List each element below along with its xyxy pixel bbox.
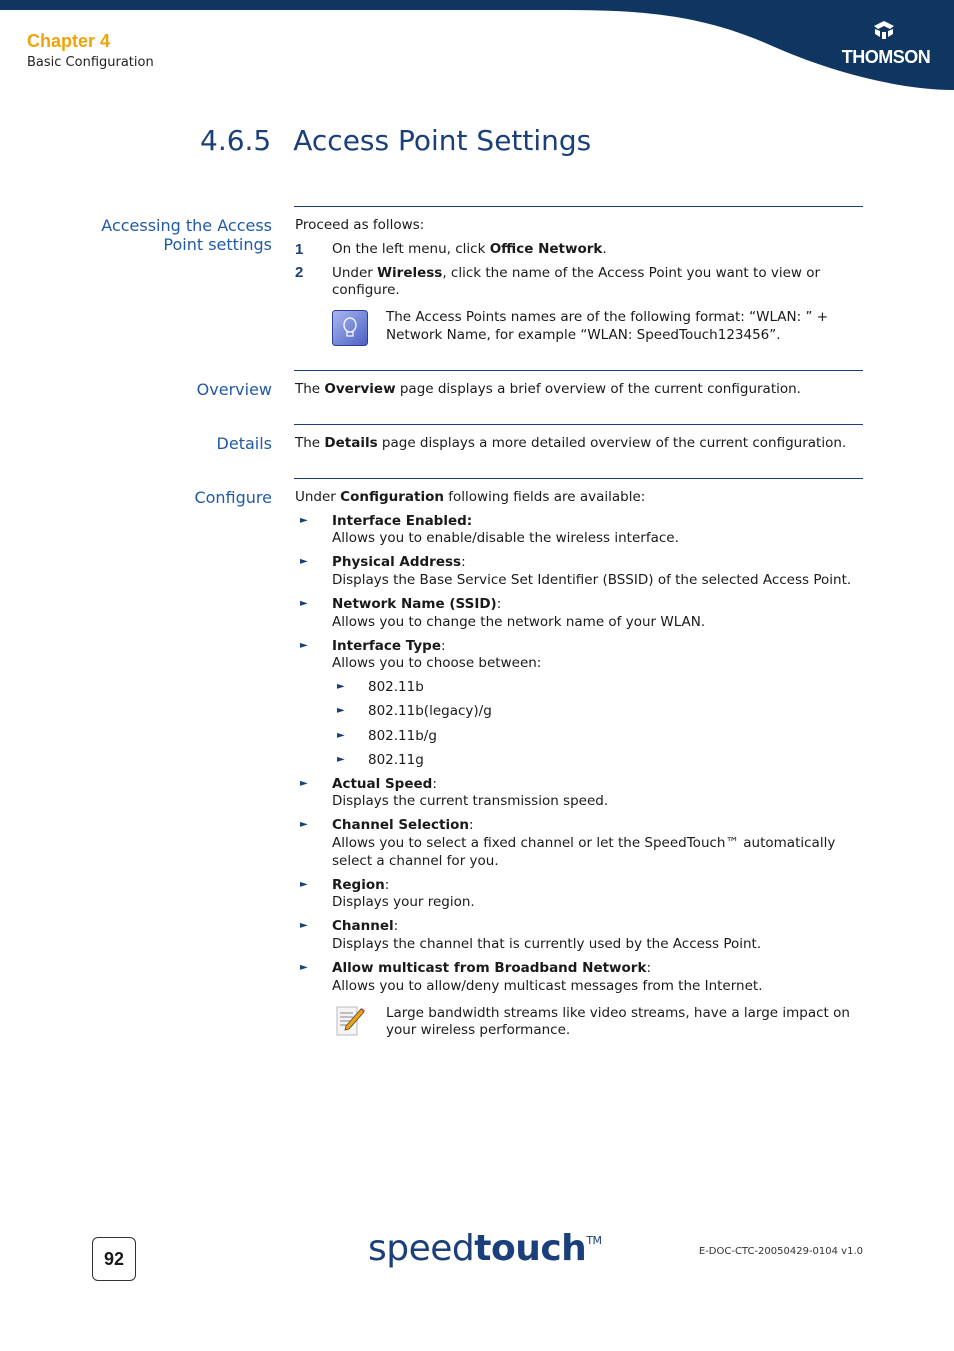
interface-type-option: 802.11b(legacy)/g <box>368 703 492 719</box>
field-description: Displays your region. <box>332 894 475 910</box>
chapter-label: Chapter 4 <box>27 31 111 51</box>
field-title: Interface Enabled: <box>332 513 473 529</box>
chapter-subtitle: Basic Configuration <box>27 55 154 70</box>
section-divider <box>294 370 863 371</box>
side-heading-configure: Configure <box>194 488 272 507</box>
details-text: The Details page displays a more detailed overview of the current configuration. <box>295 435 847 451</box>
logo-part: speed <box>368 1228 475 1269</box>
field-title: Allow multicast from Broadband Network: <box>332 960 652 976</box>
step-2-text: Under Wireless, click the name of the Access Point you want to view or <box>332 265 821 281</box>
field-title: Channel: <box>332 918 399 934</box>
note-text: Large bandwidth streams like video streams, have a large impact on <box>386 1005 850 1021</box>
section-divider <box>294 424 863 425</box>
field-title: Channel Selection: <box>332 817 474 833</box>
step-1-text: On the left menu, click Office Network. <box>332 241 607 257</box>
note-pencil-icon <box>334 1004 366 1038</box>
speedtouch-logo <box>368 1228 602 1269</box>
page-title <box>200 124 591 157</box>
configure-intro: Under Configuration following fields are available: <box>295 489 646 505</box>
field-description: Allows you to choose between: <box>332 655 542 671</box>
field-description-cont: select a channel for you. <box>332 853 499 869</box>
step-number: 2 <box>295 264 304 281</box>
field-description: Allows you to allow/deny multicast messages from the Internet. <box>332 978 763 994</box>
intro-text: Proceed as follows: <box>295 217 425 233</box>
field-description: Displays the current transmission speed. <box>332 793 609 809</box>
step-number: 1 <box>295 241 304 258</box>
interface-type-option: 802.11b <box>368 679 424 695</box>
step-2-text-cont: configure. <box>332 282 400 298</box>
field-description: Allows you to select a fixed channel or let the SpeedTouch™ automatically <box>332 835 836 851</box>
header-banner <box>0 0 954 100</box>
side-heading-accessing <box>101 216 272 254</box>
tip-text-cont: Network Name, for example “WLAN: SpeedTouch123456”. <box>386 327 781 343</box>
bullet-arrow-icon: ► <box>300 778 308 789</box>
bullet-arrow-icon: ► <box>337 681 345 692</box>
bullet-arrow-icon: ► <box>300 515 308 526</box>
field-title: Actual Speed: <box>332 776 437 792</box>
bullet-arrow-icon: ► <box>300 640 308 651</box>
bullet-arrow-icon: ► <box>300 920 308 931</box>
page-number: 92 <box>92 1237 136 1281</box>
bullet-arrow-icon: ► <box>337 705 345 716</box>
section-divider <box>294 478 863 479</box>
field-title: Network Name (SSID): <box>332 596 502 612</box>
bullet-arrow-icon: ► <box>337 754 345 765</box>
tip-text: The Access Points names are of the following format: “WLAN: ” + <box>386 309 829 325</box>
field-description: Allows you to enable/disable the wireless interface. <box>332 530 679 546</box>
bullet-arrow-icon: ► <box>300 819 308 830</box>
section-number: 4.6.5 <box>200 124 272 157</box>
field-description: Displays the channel that is currently used by the Access Point. <box>332 936 762 952</box>
field-title: Interface Type: <box>332 638 446 654</box>
section-divider <box>294 206 863 207</box>
bullet-arrow-icon: ► <box>300 879 308 890</box>
bullet-arrow-icon: ► <box>300 556 308 567</box>
logo-trademark: TM <box>586 1234 602 1247</box>
lightbulb-icon <box>332 310 368 346</box>
field-title: Region: <box>332 877 390 893</box>
bullet-arrow-icon: ► <box>300 598 308 609</box>
bullet-arrow-icon: ► <box>300 962 308 973</box>
side-heading-overview: Overview <box>196 380 272 399</box>
side-heading-details: Details <box>216 434 272 453</box>
bullet-arrow-icon: ► <box>337 730 345 741</box>
side-heading-line: Point settings <box>163 235 272 254</box>
document-reference: E-DOC-CTC-20050429-0104 v1.0 <box>698 1246 863 1257</box>
interface-type-option: 802.11b/g <box>368 728 437 744</box>
note-text-cont: your wireless performance. <box>386 1022 571 1038</box>
logo-part: touch <box>474 1228 587 1269</box>
interface-type-option: 802.11g <box>368 752 424 768</box>
field-title: Physical Address: <box>332 554 466 570</box>
field-description: Displays the Base Service Set Identifier (BSSID) of the selected Access Point. <box>332 572 852 588</box>
overview-text: The Overview page displays a brief overview of the current configuration. <box>295 381 801 397</box>
field-description: Allows you to change the network name of your WLAN. <box>332 614 706 630</box>
brand-name: THOMSON <box>841 47 931 67</box>
thomson-logo-icon <box>872 20 896 40</box>
side-heading-line: Accessing the Access <box>101 216 272 235</box>
section-title: Access Point Settings <box>293 124 592 157</box>
